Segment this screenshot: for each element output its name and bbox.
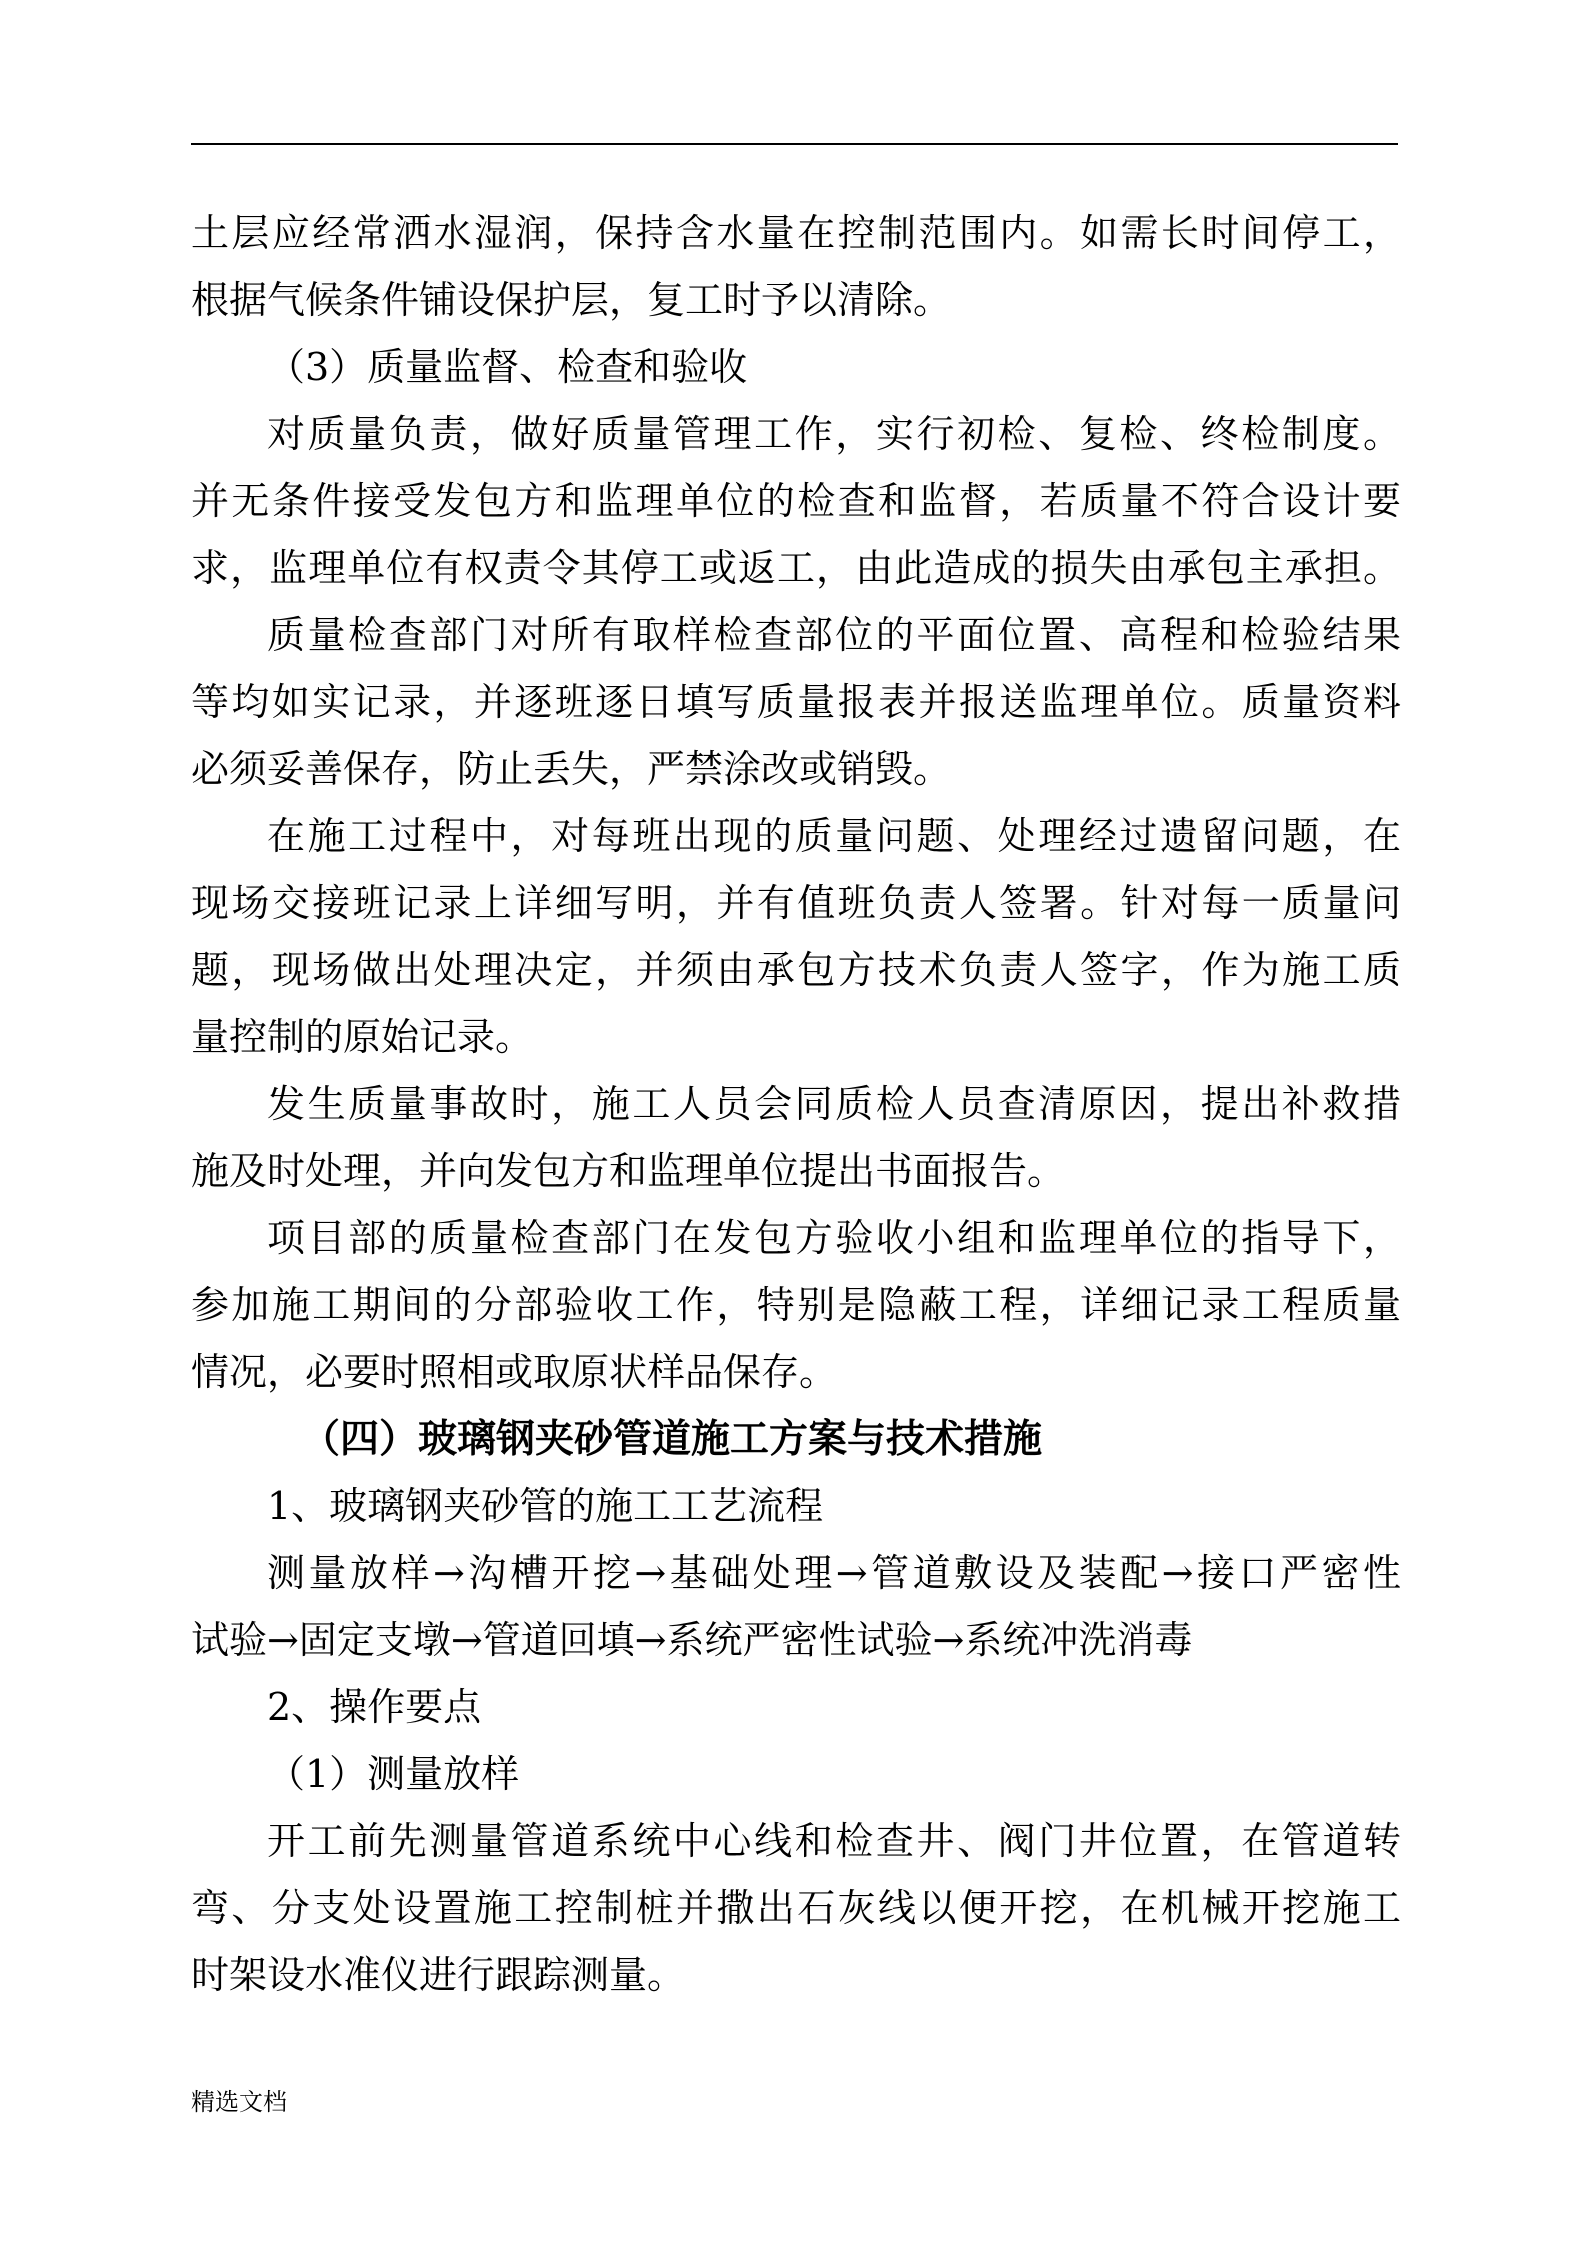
body-line: 根据气候条件铺设保护层，复工时予以清除。	[191, 278, 952, 322]
body-line: 时架设水准仪进行跟踪测量。	[191, 1953, 686, 1997]
body-line: 质量检查部门对所有取样检查部位的平面位置、高程和检验结果	[267, 613, 1401, 657]
body-line: 求，监理单位有权责令其停工或返工，由此造成的损失由承包主承担。	[191, 546, 1401, 590]
header-rule	[191, 143, 1398, 145]
body-line: 开工前先测量管道系统中心线和检查井、阀门井位置，在管道转	[267, 1819, 1401, 1863]
body-line: 等均如实记录，并逐班逐日填写质量报表并报送监理单位。质量资料	[191, 680, 1401, 724]
body-line: 弯、分支处设置施工控制桩并撒出石灰线以便开挖，在机械开挖施工	[191, 1886, 1401, 1930]
subsection-heading: （3）质量监督、检查和验收	[267, 345, 748, 389]
page-footer: 精选文档	[191, 2088, 287, 2116]
body-line: 题，现场做出处理决定，并须由承包方技术负责人签字，作为施工质	[191, 948, 1401, 992]
document-body	[191, 200, 1401, 2009]
body-line: 并无条件接受发包方和监理单位的检查和监督，若质量不符合设计要	[191, 479, 1401, 523]
body-line: 量控制的原始记录。	[191, 1015, 534, 1059]
body-line: 试验→固定支墩→管道回填→系统严密性试验→系统冲洗消毒	[191, 1618, 1193, 1662]
body-line: 在施工过程中，对每班出现的质量问题、处理经过遗留问题，在	[267, 814, 1401, 858]
subsection-heading: 2、操作要点	[267, 1685, 482, 1729]
body-line: 土层应经常洒水湿润，保持含水量在控制范围内。如需长时间停工，	[191, 211, 1401, 255]
body-line: 参加施工期间的分部验收工作，特别是隐蔽工程，详细记录工程质量	[191, 1283, 1401, 1327]
body-line: 对质量负责，做好质量管理工作，实行初检、复检、终检制度。	[267, 412, 1401, 456]
body-line: 发生质量事故时，施工人员会同质检人员查清原因，提出补救措	[267, 1082, 1401, 1126]
body-line: 现场交接班记录上详细写明，并有值班负责人签署。针对每一质量问	[191, 881, 1401, 925]
section-heading: （四）玻璃钢夹砂管道施工方案与技术措施	[301, 1416, 1043, 1462]
body-line: 测量放样→沟槽开挖→基础处理→管道敷设及装配→接口严密性	[267, 1551, 1401, 1595]
subsection-heading: （1）测量放样	[267, 1752, 520, 1796]
subsection-heading: 1、玻璃钢夹砂管的施工工艺流程	[267, 1484, 824, 1528]
body-line: 必须妥善保存，防止丢失，严禁涂改或销毁。	[191, 747, 952, 791]
body-line: 施及时处理，并向发包方和监理单位提出书面报告。	[191, 1149, 1066, 1193]
body-line: 情况，必要时照相或取原状样品保存。	[191, 1350, 838, 1394]
body-line: 项目部的质量检查部门在发包方验收小组和监理单位的指导下，	[267, 1216, 1401, 1260]
